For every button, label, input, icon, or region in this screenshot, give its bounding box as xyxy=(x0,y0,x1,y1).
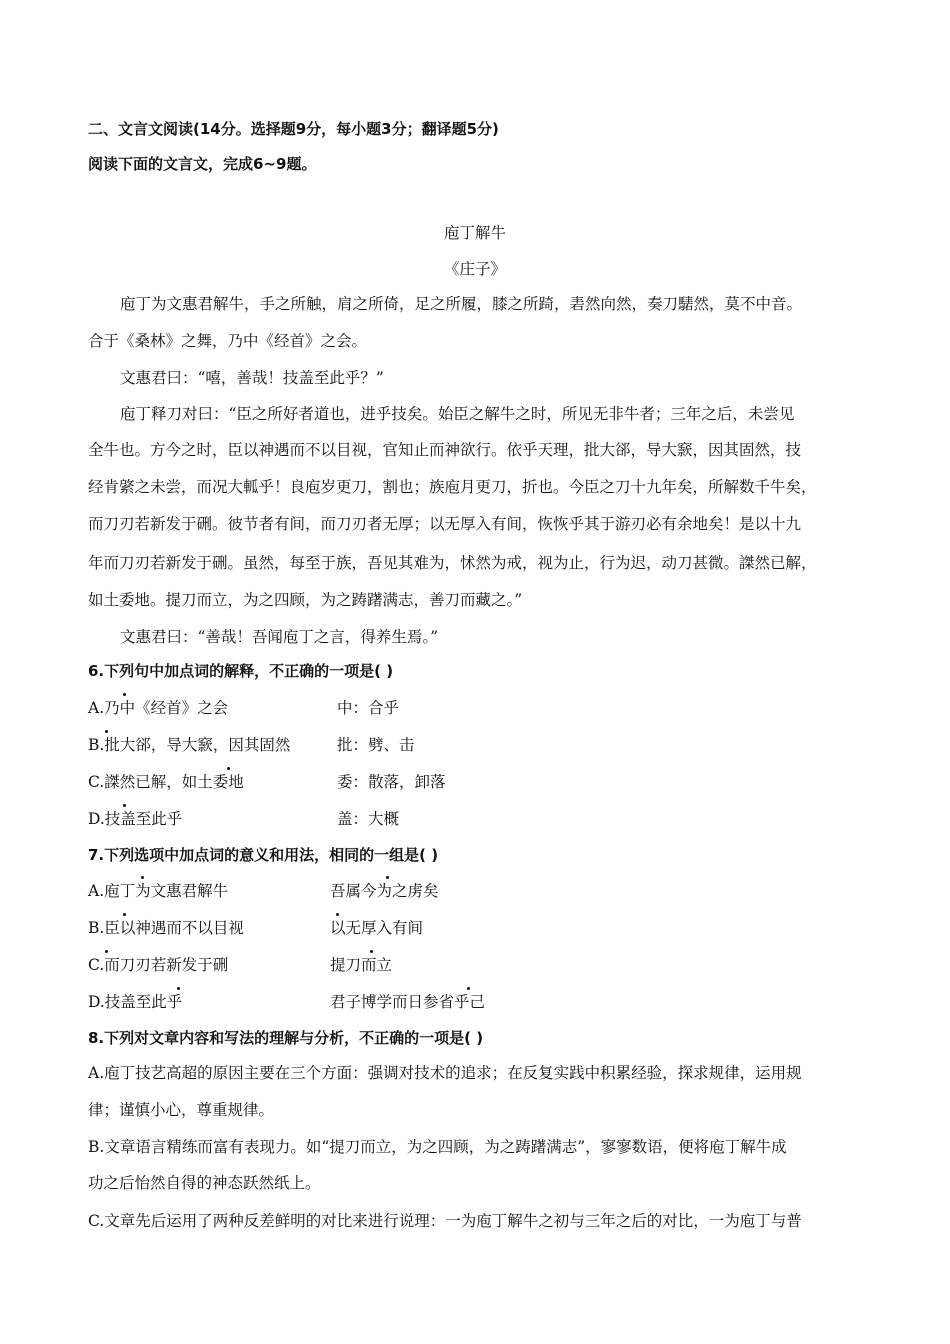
passage-line: 文惠君曰：“善哉！吾闻庖丁之言，得养生焉。” xyxy=(120,628,439,646)
question-6-stem: 6.下列句中加点词的解释，不正确的一项是( ) xyxy=(88,662,394,680)
q7-option-d-right: 君子博学而日参省乎己 xyxy=(330,993,486,1011)
q8-option-line: B.文章语言精练而富有表现力。如“提刀而立，为之四顾，为之踌躇满志”，寥寥数语，便将庖丁解牛成 xyxy=(88,1138,787,1156)
q8-option-line: C.文章先后运用了两种反差鲜明的对比来进行说理：一为庖丁解牛之初与三年之后的对比，一为庖丁与普 xyxy=(88,1212,802,1230)
emphasis-dot xyxy=(123,913,126,916)
emphasis-dot xyxy=(467,987,470,990)
emphasis-dot xyxy=(123,804,126,807)
passage-source: 《庄子》 xyxy=(443,260,506,278)
q6-option-a-gloss: 中：合乎 xyxy=(337,699,400,717)
q7-option-a-left: A.庖丁为文惠君解牛 xyxy=(88,882,229,900)
passage-line: 文惠君曰：“嘻，善哉！技盖至此乎？” xyxy=(120,369,384,387)
passage-line: 经肯綮之未尝，而况大軱乎！良庖岁更刀，割也；族庖月更刀，折也。今臣之刀十九年矣，所解数千牛矣， xyxy=(88,478,817,496)
q6-option-b-gloss: 批：劈、击 xyxy=(337,736,415,754)
emphasis-dot xyxy=(123,693,126,696)
emphasis-dot xyxy=(105,730,108,733)
q6-option-c-gloss: 委：散落，卸落 xyxy=(337,773,446,791)
emphasis-dot xyxy=(227,767,230,770)
q7-option-a-right: 吾属今为之虏矣 xyxy=(330,882,439,900)
q6-option-c-sentence: C.謋然已解，如土委地 xyxy=(88,773,244,791)
emphasis-dot xyxy=(386,876,389,879)
q6-option-a-sentence: A.乃中《经首》之会 xyxy=(88,699,229,717)
emphasis-dot xyxy=(336,913,339,916)
passage-title: 庖丁解牛 xyxy=(443,224,506,242)
emphasis-dot xyxy=(105,950,108,953)
passage-line: 年而刀刃若新发于硎。虽然，每至于族，吾见其难为，怵然为戒，视为止，行为迟，动刀甚微。謋然已解， xyxy=(88,554,817,572)
q7-option-c-left: C.而刀刃若新发于硎 xyxy=(88,956,229,974)
passage-line: 全牛也。方今之时，臣以神遇而不以目视，官知止而神欲行。依乎天理，批大郤，导大窾，因其固然，技 xyxy=(88,441,802,459)
emphasis-dot xyxy=(370,950,373,953)
question-7-stem: 7.下列选项中加点词的意义和用法，相同的一组是( ) xyxy=(88,846,439,864)
passage-line: 合于《桑林》之舞，乃中《经首》之会。 xyxy=(88,332,368,350)
emphasis-dot xyxy=(177,987,180,990)
section-heading: 二、文言文阅读(14分。选择题9分，每小题3分；翻译题5分) xyxy=(88,120,499,138)
q7-option-d-left: D.技盖至此乎 xyxy=(88,993,183,1011)
q6-option-b-sentence: B.批大郤，导大窾，因其固然 xyxy=(88,736,291,754)
q7-option-b-left: B.臣以神遇而不以目视 xyxy=(88,919,244,937)
instruction-text: 阅读下面的文言文，完成6~9题。 xyxy=(88,155,317,173)
q8-option-line: A.庖丁技艺高超的原因主要在三个方面：强调对技术的追求；在反复实践中积累经验，探求规律，运用规 xyxy=(88,1064,802,1082)
q6-option-d-sentence: D.技盖至此乎 xyxy=(88,810,183,828)
q7-option-c-right: 提刀而立 xyxy=(330,956,393,974)
q8-option-line: 功之后怡然自得的神态跃然纸上。 xyxy=(88,1174,321,1192)
passage-line: 而刀刃若新发于硎。彼节者有间，而刀刃者无厚；以无厚入有间，恢恢乎其于游刃必有余地矣！是以十九 xyxy=(88,515,802,533)
emphasis-dot xyxy=(141,876,144,879)
q7-option-b-right: 以无厚入有间 xyxy=(330,919,424,937)
passage-line: 庖丁为文惠君解牛，手之所触，肩之所倚，足之所履，膝之所踦，砉然向然，奏刀騞然，莫不中音。 xyxy=(120,295,803,313)
passage-line: 如土委地。提刀而立，为之四顾，为之踌躇满志，善刀而藏之。” xyxy=(88,591,523,609)
passage-line: 庖丁释刀对曰：“臣之所好者道也，进乎技矣。始臣之解牛之时，所见无非牛者；三年之后，未尝见 xyxy=(120,405,795,423)
q6-option-d-gloss: 盖：大概 xyxy=(337,810,400,828)
question-8-stem: 8.下列对文章内容和写法的理解与分析，不正确的一项是( ) xyxy=(88,1029,484,1047)
q8-option-line: 律；谨慎小心，尊重规律。 xyxy=(88,1101,275,1119)
